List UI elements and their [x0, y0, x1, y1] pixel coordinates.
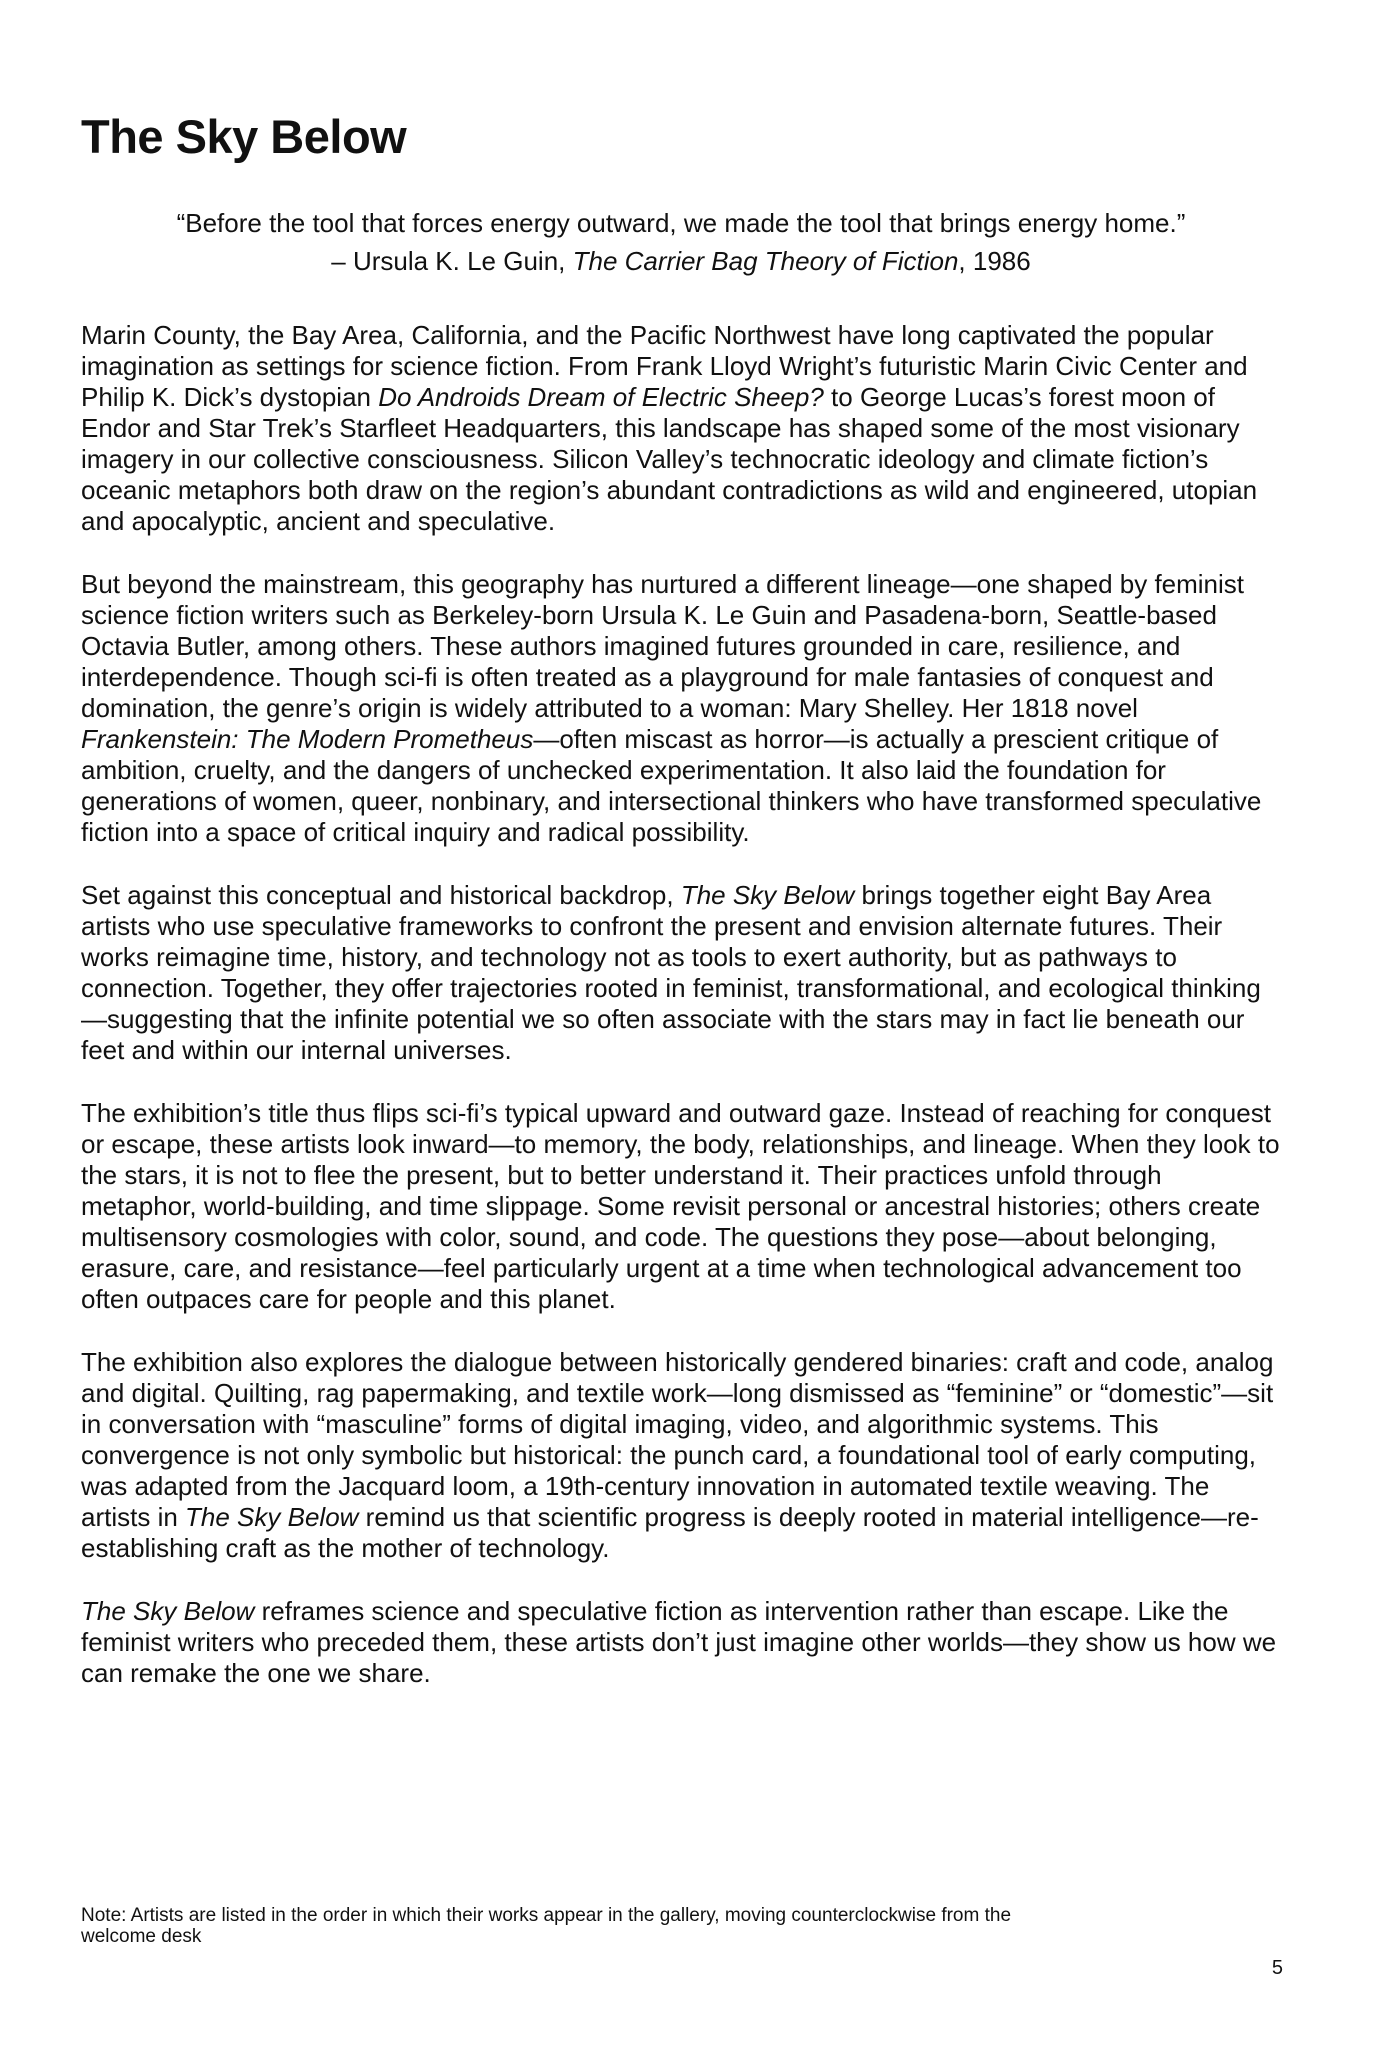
paragraph-3 — [81, 880, 1281, 1066]
paragraph-1-text-c: to George Lucas’s forest moon of Endor and Star Trek’s Starfleet Headquarters, this landscape has shaped some of the most visionary imagery in our collective consciousness. Silicon Valley’s technocratic ideology and climate fiction’s oceanic metaphors both draw on the region’s abundant contradictions as wild and engineered, utopian and apocalyptic, ancient and speculative. — [81, 382, 1258, 537]
paragraph-1 — [81, 320, 1281, 537]
gallery-order-note: Note: Artists are listed in the order in which their works appear in the gallery, moving counterclockwise from the welcome desk — [81, 1905, 1012, 1947]
paragraph-3-text-a: Set against this conceptual and historical backdrop, — [81, 880, 681, 911]
epigraph — [81, 204, 1281, 280]
attribution-author: – Ursula K. Le Guin, — [331, 246, 573, 277]
paragraph-2-italic-title: Frankenstein: The Modern Prometheus — [81, 724, 534, 755]
page-title: The Sky Below — [81, 110, 407, 163]
paragraph-3-italic-title: The Sky Below — [680, 880, 855, 911]
attribution-year: , 1986 — [958, 246, 1031, 277]
paragraph-5-italic-title: The Sky Below — [185, 1502, 359, 1533]
paragraph-2 — [81, 569, 1281, 848]
paragraph-6-italic-title: The Sky Below — [81, 1596, 255, 1627]
paragraph-4-text: The exhibition’s title thus flips sci-fi’s typical upward and outward gaze. Instead of reaching for conquest or escape, these artists look inward—to memory, the body, relationships, and lineage. When they look to the stars, it is not to flee the present, but to better understand it. Their practices unfold through metaphor, world-building, and time slippage. Some revisit personal or ancestral histories; others create multisensory cosmologies with color, sound, and code. The questions they pose—about belonging, erasure, care, and resistance—feel particularly urgent at a time when technological advancement too often outpaces care for people and this planet. — [81, 1098, 1280, 1315]
paragraph-5-text-c: remind us that scientific progress is deeply rooted in material intelligence—re-establishing craft as the mother of technology. — [81, 1502, 1259, 1564]
epigraph-quote: “Before the tool that forces energy outward, we made the tool that brings energy home.” — [176, 208, 1186, 239]
paragraph-5-text-a: The exhibition also explores the dialogue between historically gendered binaries: craft and code, analog and digital. Quilting, rag papermaking, and textile work—long dismissed as “feminine” or “domestic”—sit in conversation with “masculine” forms of digital imaging, video, and algorithmic systems. This convergence is not only symbolic but historical: the punch card, a foundational tool of early computing, was adapted from the Jacquard loom, a 19th-century innovation in automated textile weaving. The artists in — [81, 1347, 1274, 1533]
essay-body — [81, 320, 1281, 1689]
paragraph-1-text-a: Marin County, the Bay Area, California, and the Pacific Northwest have long captivated the popular imagination as settings for science fiction. From Frank Lloyd Wright’s futuristic Marin Civic Center and Philip K. Dick’s dystopian — [81, 320, 1248, 413]
epigraph-attribution — [81, 242, 1281, 280]
paragraph-2-text-a: But beyond the mainstream, this geography has nurtured a different lineage—one shaped by feminist science fiction writers such as Berkeley-born Ursula K. Le Guin and Pasadena-born, Seattle-based Octavia Butler, among others. These authors imagined futures grounded in care, resilience, and interdependence. Though sci-fi is often treated as a playground for male fantasies of conquest and domination, the genre’s origin is widely attributed to a woman: Mary Shelley. Her 1818 novel — [81, 569, 1245, 724]
paragraph-1-italic-title: Do Androids Dream of Electric Sheep? — [378, 382, 824, 413]
paragraph-6-text-b: reframes science and speculative fiction as intervention rather than escape. Like the feminist writers who preceded them, these artists don’t just imagine other worlds—they show us how we can remake the one we share. — [81, 1596, 1277, 1689]
document-page — [81, 110, 1281, 1721]
attribution-work-title: The Carrier Bag Theory of Fiction — [572, 246, 959, 277]
paragraph-6 — [81, 1596, 1281, 1689]
page-number: 5 — [1271, 1957, 1283, 1979]
paragraph-3-text-c: brings together eight Bay Area artists who use speculative frameworks to confront the present and envision alternate futures. Their works reimagine time, history, and technology not as tools to exert authority, but as pathways to connection. Together, they offer trajectories rooted in feminist, transformational, and ecological thinking—suggesting that the infinite potential we so often associate with the stars may in fact lie beneath our feet and within our internal universes. — [81, 880, 1261, 1066]
paragraph-4 — [81, 1098, 1281, 1315]
paragraph-5 — [81, 1347, 1281, 1564]
paragraph-2-text-c: —often miscast as horror—is actually a prescient critique of ambition, cruelty, and the dangers of unchecked experimentation. It also laid the foundation for generations of women, queer, nonbinary, and intersectional thinkers who have transformed speculative fiction into a space of critical inquiry and radical possibility. — [81, 724, 1262, 848]
